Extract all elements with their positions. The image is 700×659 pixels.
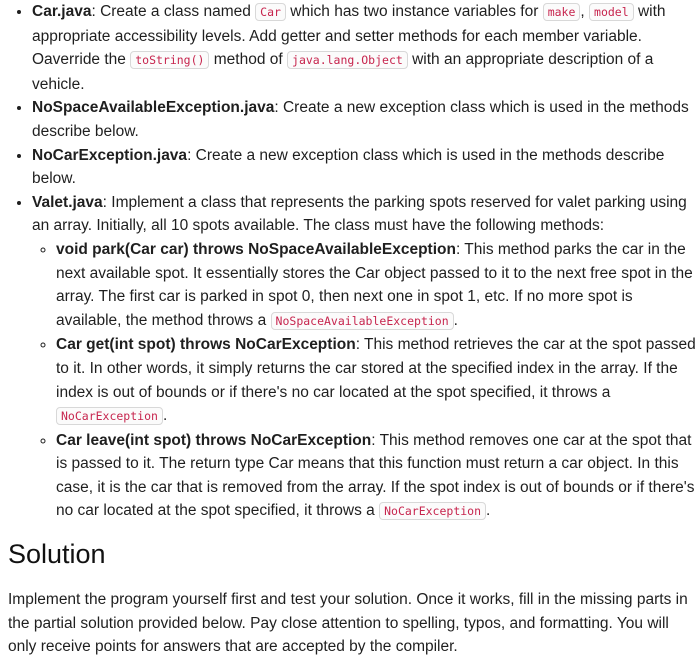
inline-code: Car xyxy=(255,3,286,21)
item-title: NoCarException.java xyxy=(32,146,188,164)
solution-paragraph: Implement the program yourself first and test your solution. Once it works, fill in the missing parts in the partial solution provided below. Pay close attention to spelling, typos, and formatting. You will only receive points for answers that are accepted by the compiler. xyxy=(8,591,688,656)
inline-code: java.lang.Object xyxy=(287,51,408,69)
method-leave: ◦ Car leave(int spot) throws NoCarException: This method removes one car at the spot that is passed to it. The return type Car means that this function must return a car object. In this case, it is the car that is removed from the array. If the spot index is out of bounds or if there's no car located at the spot specified, it throws a NoCarException . xyxy=(56,429,696,524)
list-item-valet: • Valet.java: Implement a class that represents the parking spots reserved for valet parking using an array. Initially, all 10 spots available. The class must have the following methods: ◦ void park(Car car) throws NoSpaceAvailableException: This method parks the car in the next available spot. It essentially stores the Car object passed to it to the next free spot in the array. The first car is parked in spot 0, then next one in spot 1, etc. If no more spot is available, the method throws a NoSpaceAvailableException . ◦ Car get(int spot) throws NoCarException: This method retrieves the car at the spot passed to it. In other words, it simply returns the car stored at the specified index in the array. If the index is out of bounds or if there's no car located at the spot specified, it throws a NoCarException . ◦ Car leave(int spot) throws NoCarException: This method removes one car at the spot that is passed to it. The return type Car means that this function must return a car object. In this case, it is the car that is removed from the array. If the spot index is out of bounds or if there's no car located at the spot specified, it throws a NoCarException . xyxy=(32,191,696,524)
inline-code: toString() xyxy=(130,51,209,69)
item-title: Valet.java xyxy=(32,193,103,211)
inline-code: NoSpaceAvailableException xyxy=(271,312,454,330)
method-signature: Car leave(int spot) throws NoCarException xyxy=(56,431,372,449)
item-title: Car.java xyxy=(32,3,92,20)
list-item-nocar-exception: • NoCarException.java: Create a new exception class which is used in the methods describe below. xyxy=(32,144,696,191)
method-park: ◦ void park(Car car) throws NoSpaceAvailableException: This method parks the car in the next available spot. It essentially stores the Car object passed to it to the next free spot in the array. The first car is parked in spot 0, then next one in spot 1, etc. If no more spot is available, the method throws a NoSpaceAvailableException . xyxy=(56,238,696,333)
inline-code: NoCarException xyxy=(56,407,163,425)
inline-code: make xyxy=(543,3,581,21)
method-get: ◦ Car get(int spot) throws NoCarException: This method retrieves the car at the spot passed to it. In other words, it simply returns the car stored at the specified index in the array. If the index is out of bounds or if there's no car located at the spot specified, it throws a NoCarException . xyxy=(56,333,696,428)
requirements-list xyxy=(6,0,696,524)
list-item-car: • Car.java: Create a class named Car which has two instance variables for make , model with appropriate accessibility levels. Add getter and setter methods for each member variable. Oaverride the toString() method of java.lang.Object with an appropriate description of a vehicle. xyxy=(32,0,696,96)
method-signature: void park(Car car) throws NoSpaceAvailableException xyxy=(56,240,456,258)
item-title: NoSpaceAvailableException.java xyxy=(32,99,275,117)
inline-code: NoCarException xyxy=(379,502,486,520)
solution-heading: Solution xyxy=(8,539,106,570)
methods-list xyxy=(32,238,696,524)
list-item-nospace-exception: • NoSpaceAvailableException.java: Create a new exception class which is used in the methods describe below. xyxy=(32,96,696,143)
inline-code: model xyxy=(589,3,634,21)
method-signature: Car get(int spot) throws NoCarException xyxy=(56,336,356,354)
